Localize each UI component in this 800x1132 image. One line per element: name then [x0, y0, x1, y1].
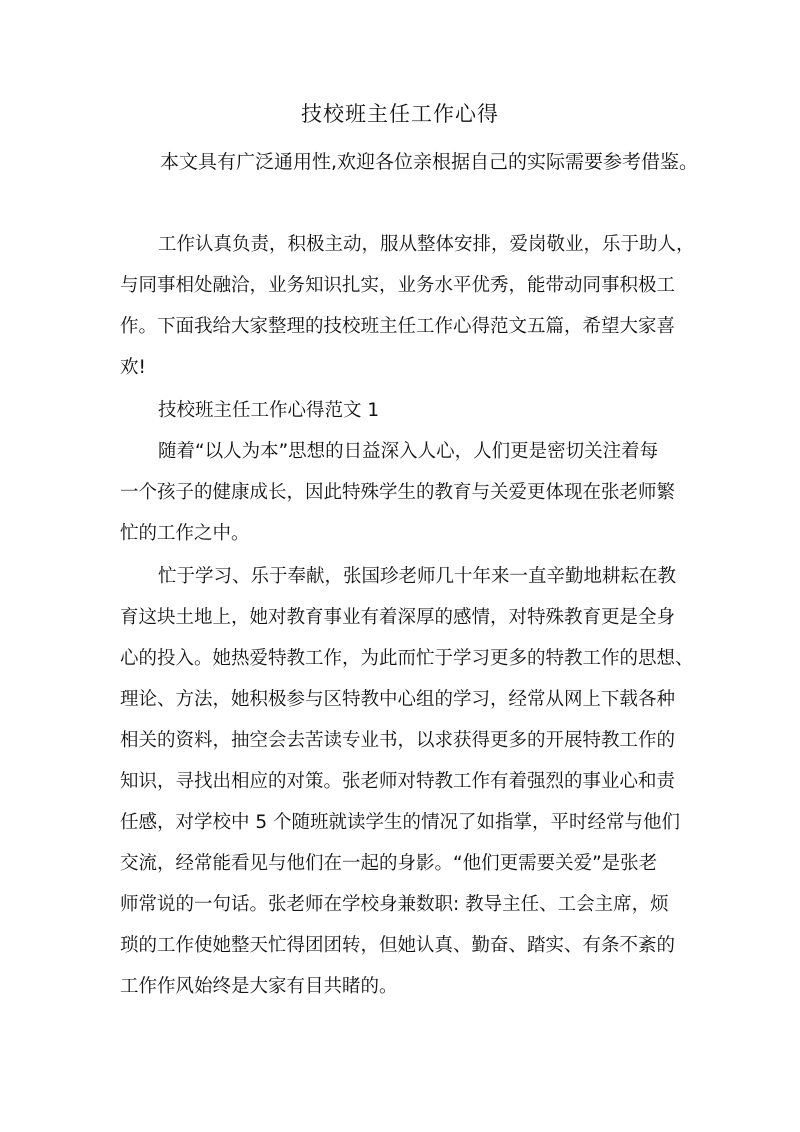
paragraph-line: 工作认真负责，积极主动，服从整体安排，爱岗敬业，乐于助人， [158, 234, 695, 255]
paragraph-line: 琐的工作使她整天忙得团团转，但她认真、勤奋、踏实、有条不紊的 [120, 935, 676, 956]
document-title: 技校班主任工作心得 [301, 102, 499, 126]
paragraph-line: 忙的工作之中。 [120, 523, 250, 544]
paragraph-line: 工作作风始终是大家有目共睹的。 [120, 976, 398, 997]
document-subtitle: 本文具有广泛通用性,欢迎各位亲根据自己的实际需要参考借鉴。 [160, 151, 699, 173]
paragraph-line: 欢! [120, 357, 146, 378]
paragraph-line: 与同事相处融洽，业务知识扎实，业务水平优秀，能带动同事积极工 [120, 275, 676, 296]
paragraph-line: 忙于学习、乐于奉献，张国珍老师几十年来一直辛勤地耕耘在教 [158, 566, 677, 587]
paragraph-line: 任感，对学校中 5 个随班就读学生的情况了如指掌，平时经常与他们 [120, 812, 681, 833]
paragraph-line: 理论、方法，她积极参与区特教中心组的学习，经常从网上下载各种 [120, 689, 676, 710]
paragraph-line: 作。下面我给大家整理的技校班主任工作心得范文五篇，希望大家喜 [120, 316, 676, 337]
paragraph-line: 随着“以人为本”思想的日益深入人心，人们更是密切关注着每 [158, 441, 659, 462]
paragraph-line: 心的投入。她热爱特教工作，为此而忙于学习更多的特教工作的思想、 [120, 648, 694, 669]
paragraph-line: 相关的资料，抽空会去苦读专业书，以求获得更多的开展特教工作的 [120, 730, 676, 751]
paragraph-line: 一个孩子的健康成长，因此特殊学生的教育与关爱更体现在张老师繁 [120, 482, 676, 503]
paragraph-line: 知识，寻找出相应的对策。张老师对特教工作有着强烈的事业心和责 [120, 771, 676, 792]
paragraph-line: 交流，经常能看见与他们在一起的身影。“他们更需要关爱”是张老 [120, 853, 658, 874]
paragraph-line: 师常说的一句话。张老师在学校身兼数职: 教导主任、工会主席，烦 [120, 894, 669, 915]
section-heading: 技校班主任工作心得范文 1 [158, 400, 380, 421]
paragraph-line: 育这块土地上，她对教育事业有着深厚的感情，对特殊教育更是全身 [120, 607, 676, 628]
